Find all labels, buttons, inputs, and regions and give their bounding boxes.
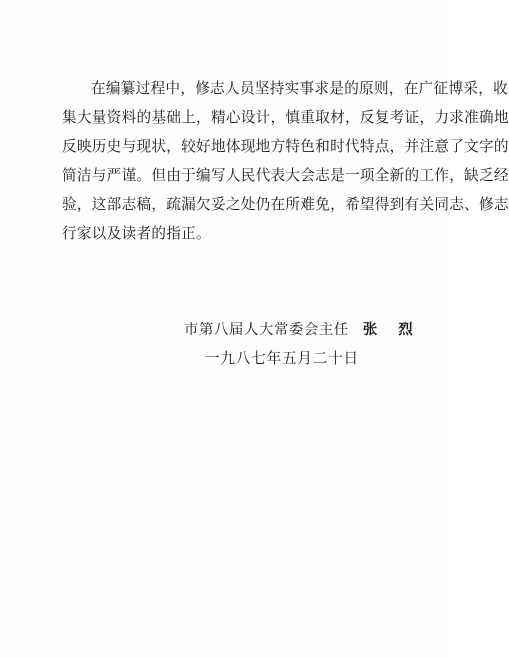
paragraph-line: 集大量资料的基础上，精心设计，慎重取材，反复考证，力求准确地: [62, 109, 509, 126]
signatory-title: 市第八届人大常委会主任: [184, 322, 349, 338]
paragraph-line: 验，这部志稿，疏漏欠妥之处仍在所难免，希望得到有关同志、修志: [62, 196, 509, 213]
signature-block: [184, 318, 421, 339]
signatory-name: 张 烈: [362, 321, 421, 338]
paragraph-line: 在编纂过程中，修志人员坚持实事求是的原则，在广征博采，收: [91, 80, 509, 97]
preface-paragraph: [62, 74, 509, 248]
paragraph-line: 反映历史与现状，较好地体现地方特色和时代特点，并注意了文字的: [62, 138, 509, 155]
document-date: 一九八七年五月二十日: [205, 350, 359, 367]
paragraph-line: 简洁与严谨。但由于编写人民代表大会志是一项全新的工作，缺乏经: [62, 167, 509, 184]
paragraph-line: 行家以及读者的指正。: [62, 225, 211, 242]
